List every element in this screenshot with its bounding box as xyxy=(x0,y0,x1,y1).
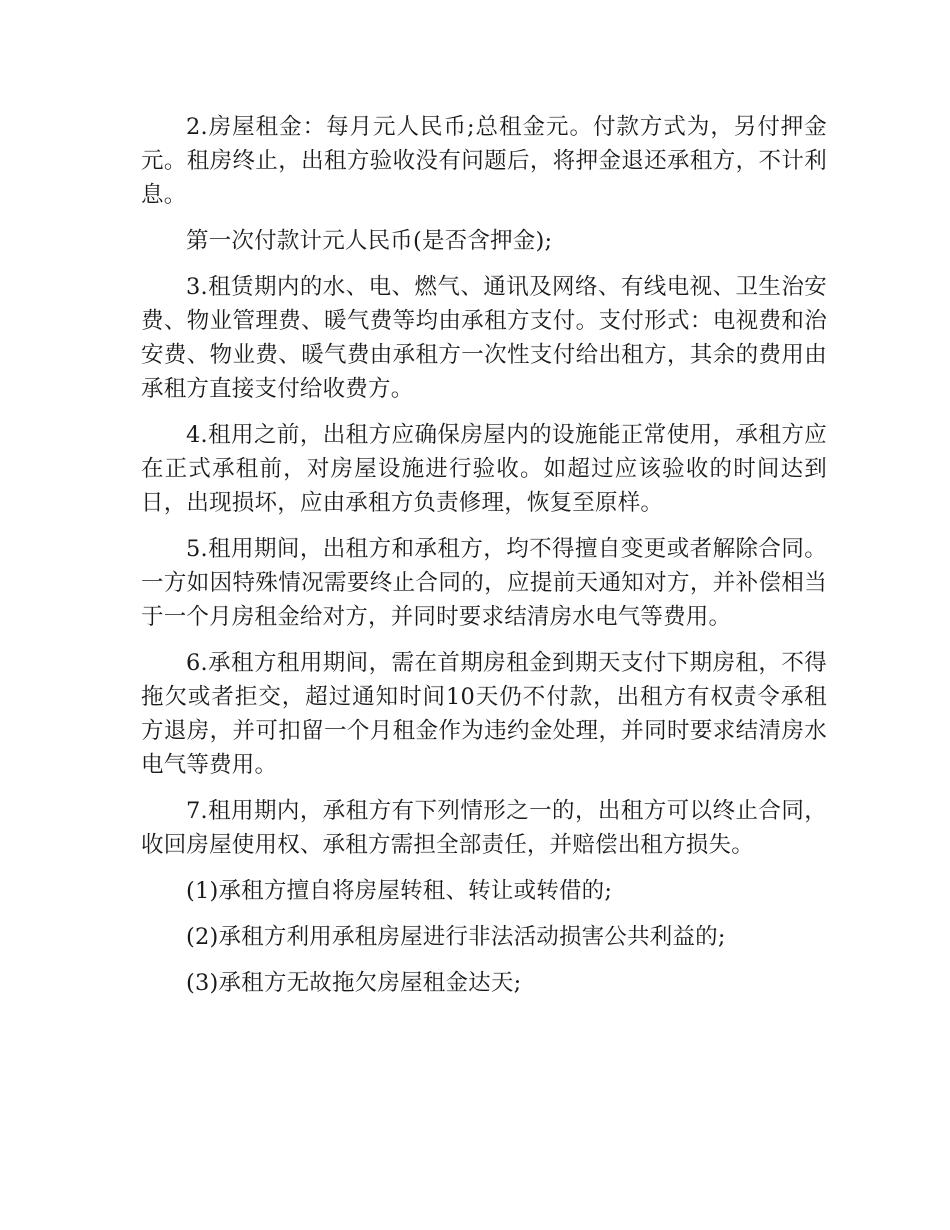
paragraph-termination-conditions: 7.租用期内，承租方有下列情形之一的，出租方可以终止合同，收回房屋使用权、承租方需担全部责任，并赔偿出租方损失。 xyxy=(141,798,827,858)
list-item-rent-arrears: (3)承租方无故拖欠房屋租金达天; xyxy=(186,970,522,996)
paragraph-utilities: 3.租赁期内的水、电、燃气、通讯及网络、有线电视、卫生治安费、物业管理费、暖气费等均由承租方支付。支付形式：电视费和治安费、物业费、暖气费由承租方一次性支付给出租方，其余的费用由承租方直接支付给收费方。 xyxy=(141,274,827,402)
paragraph-first-payment: 第一次付款计元人民币(是否含押金); xyxy=(186,228,553,254)
paragraph-inspection: 4.租用之前，出租方应确保房屋内的设施能正常使用，承租方应在正式承租前，对房屋设施进行验收。如超过应该验收的时间达到日，出现损坏，应由承租方负责修理，恢复至原样。 xyxy=(141,422,827,516)
document-body xyxy=(141,110,827,1012)
paragraph-payment-deadline: 6.承租方租用期间，需在首期房租金到期天支付下期房租，不得拖欠或者拒交，超过通知时间10天仍不付款，出租方有权责令承租方退房，并可扣留一个月租金作为违约金处理，并同时要求结清房水电气等费用。 xyxy=(141,650,827,778)
list-item-sublet: (1)承租方擅自将房屋转租、转让或转借的; xyxy=(186,878,613,904)
list-item-illegal-activity: (2)承租方利用承租房屋进行非法活动损害公共利益的; xyxy=(186,924,726,950)
paragraph-termination-notice: 5.租用期间，出租方和承租方，均不得擅自变更或者解除合同。一方如因特殊情况需要终止合同的，应提前天通知对方，并补偿相当于一个月房租金给对方，并同时要求结清房水电气等费用。 xyxy=(141,536,827,630)
paragraph-rent: 2.房屋租金：每月元人民币;总租金元。付款方式为，另付押金元。租房终止，出租方验收没有问题后，将押金退还承租方，不计利息。 xyxy=(141,114,827,208)
